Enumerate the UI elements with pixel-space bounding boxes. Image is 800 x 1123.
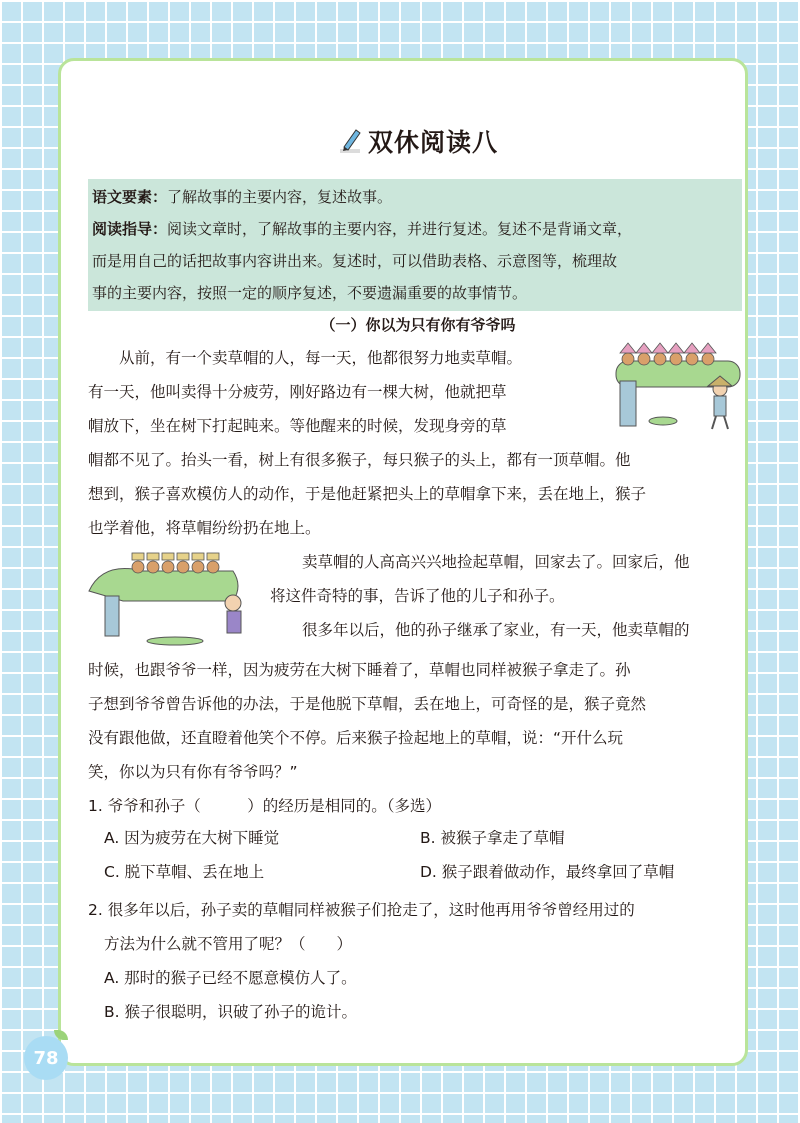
guide-element-line (92, 181, 736, 213)
story-line-12: 没有跟他做，还直瞪着他笑个不停。后来猴子捡起地上的草帽，说：“开什么玩 (88, 729, 624, 747)
story-subtitle: （一）你以为只有你有爷爷吗 (320, 316, 516, 334)
question-2-line-1: 2. 很多年以后，孙子卖的草帽同样被猴子们抢走了，这时他再用爷爷曾经用过的 (88, 901, 635, 919)
story-line-13: 笑，你以为只有你有爷爷吗？” (88, 763, 298, 781)
q1-option-c[interactable]: C. 脱下草帽、丢在地上 (104, 863, 265, 881)
reading-text-1: 阅读文章时，了解故事的主要内容，并进行复述。复述不是背诵文章， (167, 220, 633, 238)
story-line-5: 想到，猴子喜欢模仿人的动作，于是他赶紧把头上的草帽拿下来，丢在地上，猴子 (88, 485, 647, 503)
guide-reading-line (92, 213, 736, 245)
story-line-1: 从前，有一个卖草帽的人，每一天，他都很努力地卖草帽。 (119, 349, 523, 367)
pencil-icon (338, 127, 364, 155)
q1-option-d[interactable]: D. 猴子跟着做动作，最终拿回了草帽 (420, 863, 675, 881)
q2-option-b[interactable]: B. 猴子很聪明，识破了孙子的诡计。 (104, 1003, 357, 1021)
worksheet-page (58, 58, 748, 1066)
page-number: 78 (24, 1036, 68, 1080)
reading-guide-box (88, 179, 742, 311)
story-line-6: 也学着他，将草帽纷纷扔在地上。 (88, 519, 321, 537)
story-line-11: 子想到爷爷曾告诉他的办法，于是他脱下草帽，丢在地上，可奇怪的是，猴子竟然 (88, 695, 647, 713)
page-title: 双休阅读八 (367, 128, 498, 157)
story-line-10: 时候，也跟爷爷一样，因为疲劳在大树下睡着了，草帽也同样被猴子拿走了。孙 (88, 661, 631, 679)
q2-option-a[interactable]: A. 那时的猴子已经不愿意模仿人了。 (104, 969, 357, 987)
reading-key: 阅读指导： (92, 220, 168, 238)
element-key: 语文要素： (92, 188, 168, 206)
element-text: 了解故事的主要内容，复述故事。 (167, 188, 393, 206)
q1-option-a[interactable]: A. 因为疲劳在大树下睡觉 (104, 829, 280, 847)
q1-option-b[interactable]: B. 被猴子拿走了草帽 (420, 829, 565, 847)
story-line-3: 帽放下，坐在树下打起盹来。等他醒来的时候，发现身旁的草 (88, 417, 507, 435)
story-line-7: 卖草帽的人高高兴兴地捡起草帽，回家去了。回家后，他 (302, 553, 690, 571)
story-line-2: 有一天，他叫卖得十分疲劳，刚好路边有一棵大树，他就把草 (88, 383, 507, 401)
story-line-9: 很多年以后，他的孙子继承了家业，有一天，他卖草帽的 (302, 621, 690, 639)
title-row (88, 121, 748, 161)
reading-text-3: 事的主要内容，按照一定的顺序复述，不要遗漏重要的故事情节。 (92, 284, 528, 302)
monkeys-in-tree-illustration (608, 331, 748, 431)
story-line-8: 将这件奇特的事，告诉了他的儿子和孙子。 (270, 587, 565, 605)
question-2-line-2: 方法为什么就不管用了呢？（ ） (104, 935, 353, 953)
reading-text-2: 而是用自己的话把故事内容讲出来。复述时，可以借助表格、示意图等，梳理故 (92, 252, 618, 270)
monkeys-and-boy-illustration (83, 541, 253, 651)
story-line-4: 帽都不见了。抬头一看，树上有很多猴子，每只猴子的头上，都有一顶草帽。他 (88, 451, 631, 469)
question-1: 1. 爷爷和孙子（ ）的经历是相同的。（多选） (88, 797, 441, 815)
